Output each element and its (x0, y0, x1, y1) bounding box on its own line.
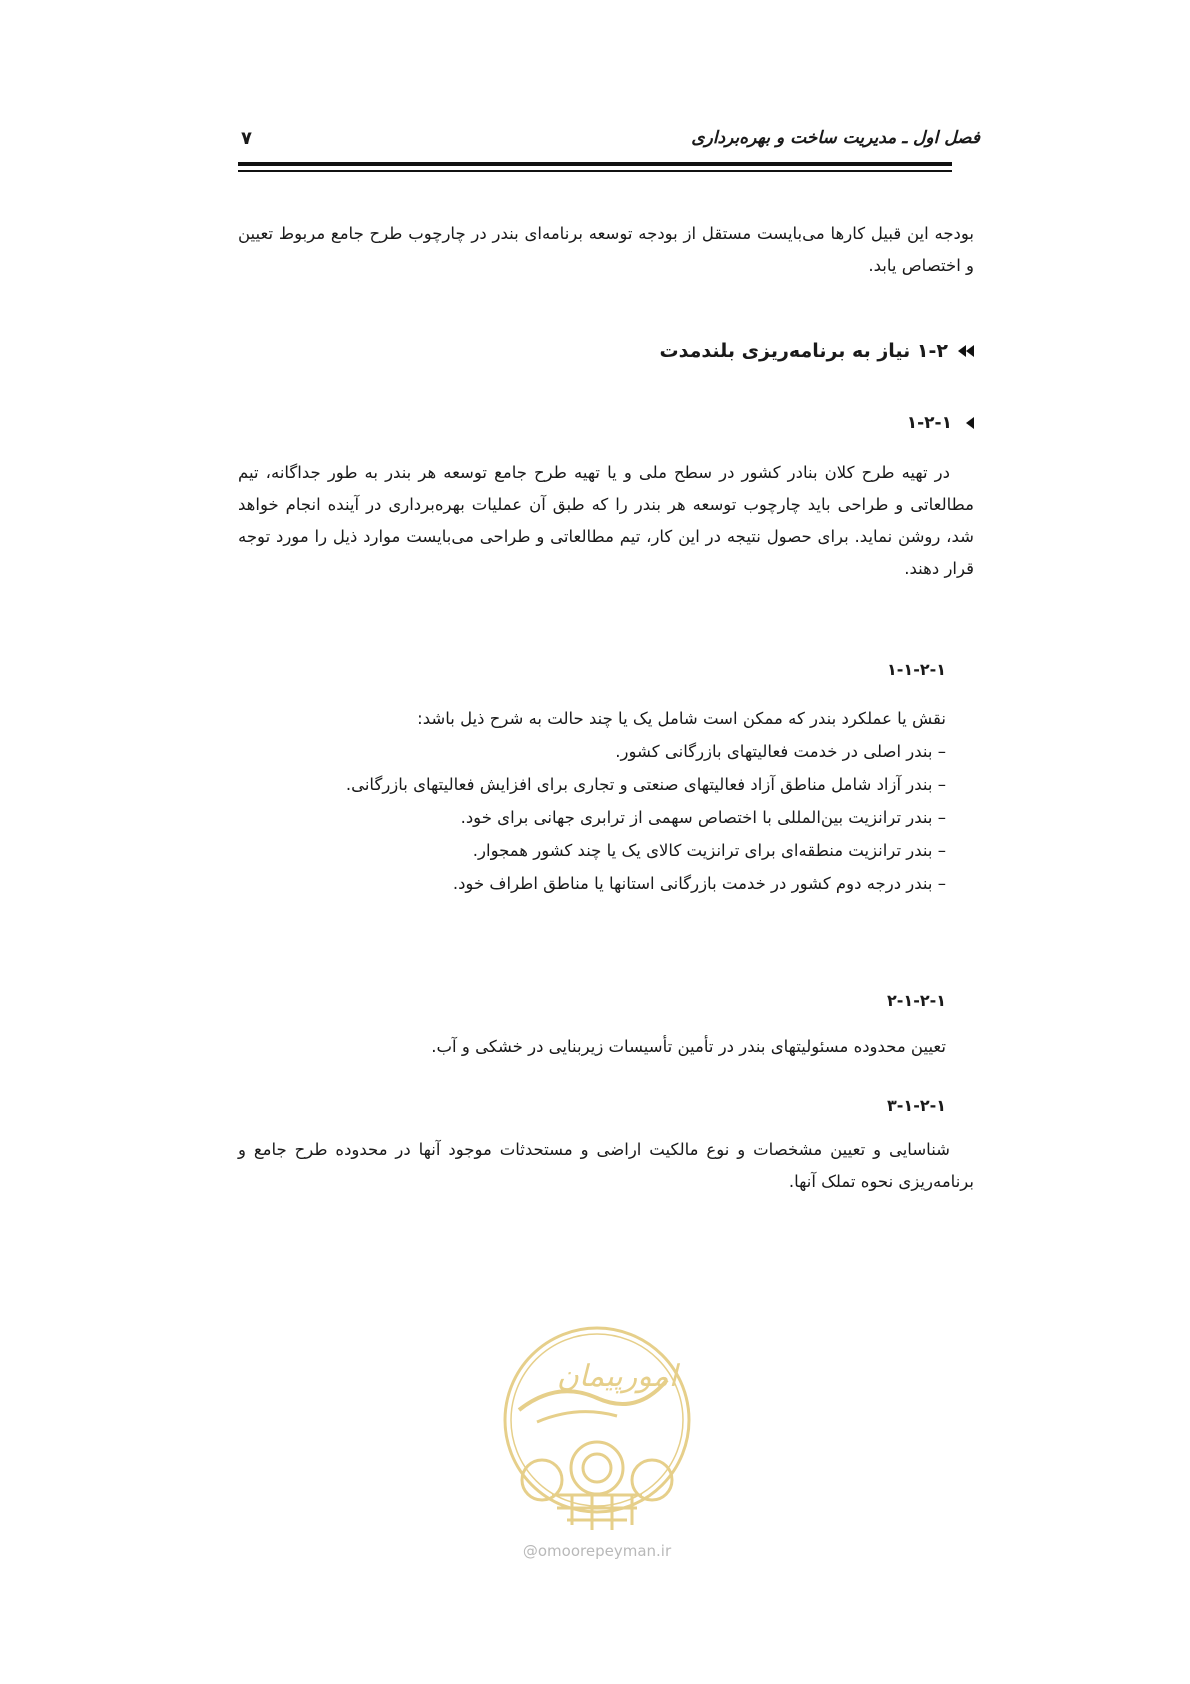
chapter-title: فصل اول ـ مدیریت ساخت و بهره‌برداری (691, 128, 980, 148)
item1-list (346, 702, 946, 900)
section-heading-text: ۱-۲ نیاز به برنامه‌ریزی بلندمدت (659, 340, 948, 362)
header-rule-thick (238, 162, 952, 166)
double-triangle-icon (958, 345, 974, 357)
watermark-logo-text: امورپیمان (556, 1359, 678, 1394)
watermark-site (497, 1542, 697, 1560)
item1-bullet: – بندر اصلی در خدمت فعالیتهای بازرگانی کشور. (615, 742, 946, 761)
page-number: ۷ (241, 128, 252, 149)
watermark-logo (497, 1320, 697, 1540)
at-icon: @ (522, 1542, 538, 1560)
intro-paragraph: بودجه این قبیل کارها می‌بایست مستقل از بودجه توسعه برنامه‌ای بندر در چارچوب طرح جامع مربوط تعیین و اختصاص یابد. (238, 224, 974, 275)
watermark-site-text: omoorepeyman.ir (537, 1542, 672, 1560)
item1-bullet: – بندر ترانزیت منطقه‌ای برای ترانزیت کالای یک یا چند کشور همجوار. (472, 841, 946, 860)
section-paragraph: در تهیه طرح کلان بنادر کشور در سطح ملی و یا تهیه طرح جامع توسعه هر بندر به طور جداگانه، تیم مطالعاتی و طراحی باید چارچوب توسعه هر بندر را که طبق آن عملیات بهره‌برداری در آینده انجام خواهد شد، روشن نماید. برای حصول نتیجه در این کار، تیم مطالعاتی و طراحی می‌بایست موارد ذیل را مورد توجه قرار دهند. (238, 463, 974, 578)
item3-text: شناسایی و تعیین مشخصات و نوع مالکیت اراضی و مستحدثات موجود آنها در محدوده طرح جامع و برنامه‌ریزی نحوه تملک آنها. (238, 1140, 974, 1191)
subsection-heading-text: ۱-۲-۱ (906, 413, 952, 433)
section-heading (660, 340, 974, 362)
item1-bullet: – بندر درجه دوم کشور در خدمت بازرگانی استانها یا مناطق اطراف خود. (452, 874, 946, 893)
item1-bullet: – بندر ترانزیت بین‌المللی با اختصاص سهمی از ترابری جهانی برای خود. (460, 808, 946, 827)
subsection-heading (907, 413, 974, 433)
item2-number: ۲-۱-۲-۱ (887, 991, 946, 1010)
item3-number: ۳-۱-۲-۱ (887, 1096, 946, 1115)
item2-text: تعیین محدوده مسئولیتهای بندر در تأمین تأسیسات زیربنایی در خشکی و آب. (431, 1037, 946, 1056)
item1-number: ۱-۱-۲-۱ (887, 660, 946, 679)
header-rule-thin (238, 170, 952, 172)
triangle-icon (966, 417, 974, 429)
item1-bullet: – بندر آزاد شامل مناطق آزاد فعالیتهای صنعتی و تجاری برای افزایش فعالیتهای بازرگانی. (345, 775, 946, 794)
item1-lead: نقش یا عملکرد بندر که ممکن است شامل یک یا چند حالت به شرح ذیل باشد: (417, 709, 946, 728)
